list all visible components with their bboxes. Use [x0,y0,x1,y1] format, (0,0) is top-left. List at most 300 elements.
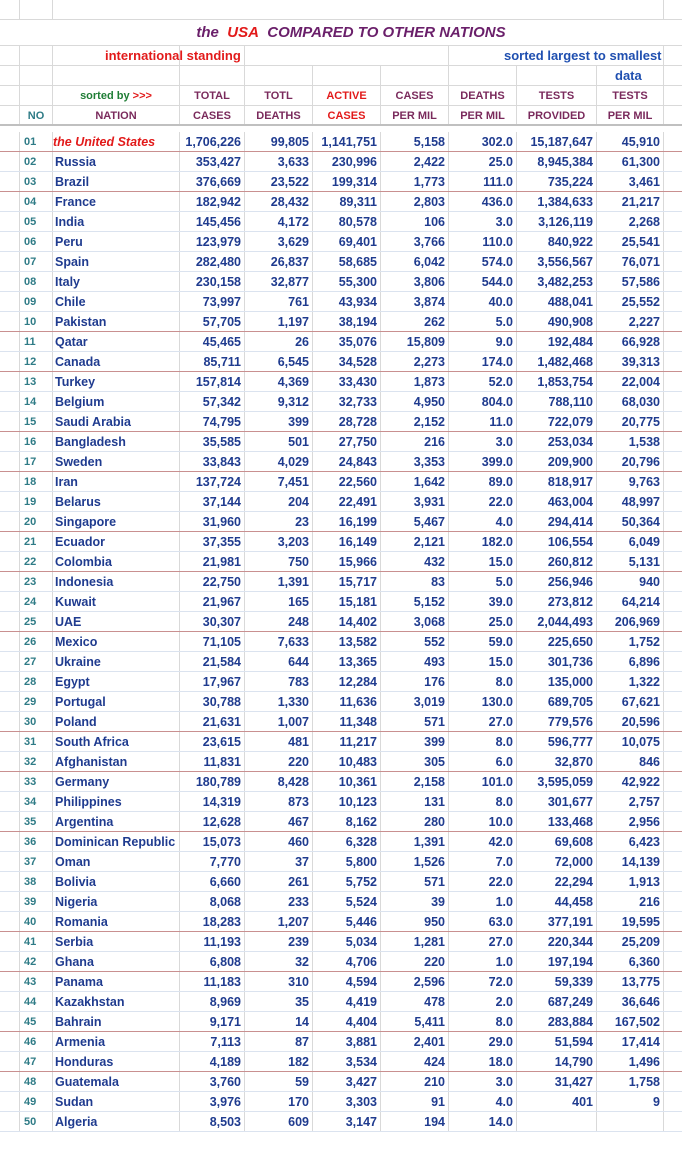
tests-provided: 72,000 [517,852,597,871]
cases-per-mil: 3,766 [381,232,449,251]
cases-per-mil: 1,391 [381,832,449,851]
active-cases: 58,685 [313,252,381,271]
table-row [0,312,682,332]
tests-per-mil: 20,775 [597,412,664,431]
active-cases: 4,594 [313,972,381,991]
total-deaths: 9,312 [245,392,313,411]
tests-provided: 8,945,384 [517,152,597,171]
cases-per-mil: 552 [381,632,449,651]
row-number: 33 [20,772,53,791]
cases-per-mil: 3,019 [381,692,449,711]
row-number: 37 [20,852,53,871]
cases-per-mil: 2,158 [381,772,449,791]
cases-per-mil: 4,950 [381,392,449,411]
deaths-per-mil: 8.0 [449,792,517,811]
table-row [0,232,682,252]
nation-name: Romania [53,912,180,931]
table-row [0,1112,682,1132]
nation-name: Iran [53,472,180,491]
row-number: 13 [20,372,53,391]
total-cases: 15,073 [180,832,245,851]
tests-per-mil: 14,139 [597,852,664,871]
cases-per-mil: 2,401 [381,1032,449,1051]
table-row [0,332,682,352]
tests-per-mil: 3,461 [597,172,664,191]
cases-per-mil: 571 [381,712,449,731]
active-cases: 89,311 [313,192,381,211]
tests-provided: 1,482,468 [517,352,597,371]
tests-per-mil: 45,910 [597,132,664,151]
row-number: 10 [20,312,53,331]
table-row [0,412,682,432]
tests-provided: 135,000 [517,672,597,691]
row-number: 02 [20,152,53,171]
page-title [20,22,682,44]
header-deaths-per-mil-1: DEATHS [449,86,517,105]
sorted-by-arrow: >>> [132,90,152,102]
deaths-per-mil: 89.0 [449,472,517,491]
row-number: 34 [20,792,53,811]
total-cases: 35,585 [180,432,245,451]
deaths-per-mil: 18.0 [449,1052,517,1071]
deaths-per-mil: 101.0 [449,772,517,791]
tests-per-mil: 68,030 [597,392,664,411]
deaths-per-mil: 40.0 [449,292,517,311]
tests-per-mil: 5,131 [597,552,664,571]
total-deaths: 204 [245,492,313,511]
row-number: 42 [20,952,53,971]
nation-name: Canada [53,352,180,371]
table-row [0,292,682,312]
total-cases: 57,705 [180,312,245,331]
cases-per-mil: 1,281 [381,932,449,951]
nation-name: Honduras [53,1052,180,1071]
tests-provided: 225,650 [517,632,597,651]
total-cases: 7,770 [180,852,245,871]
nation-name: Portugal [53,692,180,711]
active-cases: 16,199 [313,512,381,531]
header-tests-provided-2: PROVIDED [517,106,597,124]
active-cases: 15,717 [313,572,381,591]
tests-provided: 51,594 [517,1032,597,1051]
table-row [0,432,682,452]
deaths-per-mil: 10.0 [449,812,517,831]
tests-provided: 133,468 [517,812,597,831]
nation-name: Germany [53,772,180,791]
cases-per-mil: 3,806 [381,272,449,291]
table-row [0,192,682,212]
table-row [0,1072,682,1092]
nation-name: Armenia [53,1032,180,1051]
active-cases: 4,419 [313,992,381,1011]
active-cases: 4,404 [313,1012,381,1031]
tests-per-mil: 13,775 [597,972,664,991]
deaths-per-mil: 436.0 [449,192,517,211]
total-deaths: 182 [245,1052,313,1071]
row-number: 03 [20,172,53,191]
total-deaths: 32,877 [245,272,313,291]
header-row-1 [0,86,682,106]
cases-per-mil: 305 [381,752,449,771]
row-number: 40 [20,912,53,931]
row-number: 08 [20,272,53,291]
active-cases: 10,361 [313,772,381,791]
tests-per-mil: 6,360 [597,952,664,971]
tests-per-mil: 2,956 [597,812,664,831]
tests-provided [517,1112,597,1131]
row-number: 49 [20,1092,53,1111]
cases-per-mil: 1,642 [381,472,449,491]
table-row [0,572,682,592]
table-row [0,612,682,632]
table-row [0,852,682,872]
total-cases: 3,976 [180,1092,245,1111]
nation-name: Serbia [53,932,180,951]
nation-name: Singapore [53,512,180,531]
active-cases: 11,217 [313,732,381,751]
cases-per-mil: 2,803 [381,192,449,211]
nation-name: France [53,192,180,211]
total-cases: 157,814 [180,372,245,391]
cases-per-mil: 1,773 [381,172,449,191]
tests-provided: 256,946 [517,572,597,591]
total-deaths: 7,451 [245,472,313,491]
nation-name: Chile [53,292,180,311]
cases-per-mil: 2,273 [381,352,449,371]
tests-per-mil: 21,217 [597,192,664,211]
deaths-per-mil: 22.0 [449,492,517,511]
nation-name: Philippines [53,792,180,811]
total-cases: 30,788 [180,692,245,711]
cases-per-mil: 1,873 [381,372,449,391]
active-cases: 12,284 [313,672,381,691]
tests-per-mil: 206,969 [597,612,664,631]
table-row [0,912,682,932]
total-cases: 18,283 [180,912,245,931]
deaths-per-mil: 1.0 [449,892,517,911]
row-number: 16 [20,432,53,451]
tests-per-mil: 25,552 [597,292,664,311]
tests-provided: 401 [517,1092,597,1111]
header-tests-provided-1: TESTS [517,86,597,105]
total-cases: 1,706,226 [180,132,245,151]
row-number: 23 [20,572,53,591]
active-cases: 14,402 [313,612,381,631]
deaths-per-mil: 11.0 [449,412,517,431]
tests-provided: 301,677 [517,792,597,811]
total-deaths: 35 [245,992,313,1011]
total-deaths: 460 [245,832,313,851]
tests-provided: 294,414 [517,512,597,531]
total-cases: 180,789 [180,772,245,791]
table-row [0,512,682,532]
nation-name: Kuwait [53,592,180,611]
table-row [0,372,682,392]
tests-per-mil: 1,758 [597,1072,664,1091]
total-deaths: 37 [245,852,313,871]
total-cases: 85,711 [180,352,245,371]
nation-name: Argentina [53,812,180,831]
tests-provided: 301,736 [517,652,597,671]
deaths-per-mil: 5.0 [449,572,517,591]
total-deaths: 3,203 [245,532,313,551]
table-row [0,732,682,752]
tests-per-mil: 42,922 [597,772,664,791]
tests-provided: 106,554 [517,532,597,551]
cases-per-mil: 3,874 [381,292,449,311]
deaths-per-mil: 544.0 [449,272,517,291]
tests-per-mil: 20,796 [597,452,664,471]
tests-per-mil: 1,913 [597,872,664,891]
total-cases: 230,158 [180,272,245,291]
table-row [0,352,682,372]
nation-name: Italy [53,272,180,291]
total-deaths: 32 [245,952,313,971]
total-cases: 376,669 [180,172,245,191]
table-row [0,952,682,972]
total-deaths: 8,428 [245,772,313,791]
total-deaths: 165 [245,592,313,611]
header-row-2 [0,106,682,126]
nation-name: Russia [53,152,180,171]
row-number: 05 [20,212,53,231]
table-row [0,892,682,912]
table-row [0,552,682,572]
deaths-per-mil: 574.0 [449,252,517,271]
table-row [0,652,682,672]
cases-per-mil: 39 [381,892,449,911]
cases-per-mil: 1,526 [381,852,449,871]
tests-per-mil: 1,322 [597,672,664,691]
row-number: 17 [20,452,53,471]
title-pre: the [196,24,219,41]
row-number: 30 [20,712,53,731]
cases-per-mil: 106 [381,212,449,231]
deaths-per-mil: 3.0 [449,212,517,231]
total-deaths: 310 [245,972,313,991]
total-deaths: 239 [245,932,313,951]
deaths-per-mil: 63.0 [449,912,517,931]
active-cases: 3,303 [313,1092,381,1111]
active-cases: 5,752 [313,872,381,891]
nation-name: Ghana [53,952,180,971]
table-row [0,1012,682,1032]
tests-provided: 1,853,754 [517,372,597,391]
tests-provided: 14,790 [517,1052,597,1071]
table-row [0,832,682,852]
active-cases: 16,149 [313,532,381,551]
tests-per-mil: 61,300 [597,152,664,171]
header-tests-per-mil-2: PER MIL [597,106,664,124]
table-row [0,772,682,792]
nation-name: Oman [53,852,180,871]
deaths-per-mil: 3.0 [449,1072,517,1091]
table-row [0,492,682,512]
total-deaths: 501 [245,432,313,451]
tests-provided: 273,812 [517,592,597,611]
row-number: 44 [20,992,53,1011]
nation-name: Nigeria [53,892,180,911]
tests-provided: 260,812 [517,552,597,571]
tests-per-mil: 25,209 [597,932,664,951]
deaths-per-mil: 42.0 [449,832,517,851]
total-cases: 282,480 [180,252,245,271]
total-deaths: 481 [245,732,313,751]
total-deaths: 14 [245,1012,313,1031]
nation-name: Bangladesh [53,432,180,451]
deaths-per-mil: 4.0 [449,1092,517,1111]
table-row [0,392,682,412]
sorted-by-label [53,86,180,105]
total-deaths: 26,837 [245,252,313,271]
cases-per-mil: 2,422 [381,152,449,171]
deaths-per-mil: 6.0 [449,752,517,771]
row-number: 22 [20,552,53,571]
tests-provided: 44,458 [517,892,597,911]
total-deaths: 609 [245,1112,313,1131]
cases-per-mil: 131 [381,792,449,811]
tests-provided: 788,110 [517,392,597,411]
total-cases: 3,760 [180,1072,245,1091]
nation-name: Turkey [53,372,180,391]
tests-provided: 596,777 [517,732,597,751]
total-deaths: 248 [245,612,313,631]
nation-name: Algeria [53,1112,180,1131]
total-cases: 353,427 [180,152,245,171]
table-row [0,152,682,172]
active-cases: 5,524 [313,892,381,911]
row-number: 01 [20,132,53,151]
total-cases: 11,193 [180,932,245,951]
subtitle-sorted: sorted largest to smallest [504,48,662,63]
nation-name: Kazakhstan [53,992,180,1011]
row-number: 24 [20,592,53,611]
subtitle-data: data [615,68,642,83]
table-row [0,932,682,952]
header-cases-per-mil-1: CASES [381,86,449,105]
tests-per-mil: 39,313 [597,352,664,371]
total-deaths: 783 [245,672,313,691]
row-number: 11 [20,332,53,351]
table-row [0,712,682,732]
active-cases: 15,966 [313,552,381,571]
deaths-per-mil: 9.0 [449,332,517,351]
total-deaths: 1,391 [245,572,313,591]
row-number: 25 [20,612,53,631]
tests-provided: 689,705 [517,692,597,711]
tests-provided: 840,922 [517,232,597,251]
deaths-per-mil: 22.0 [449,872,517,891]
cases-per-mil: 15,809 [381,332,449,351]
nation-name: Bolivia [53,872,180,891]
row-number: 06 [20,232,53,251]
total-deaths: 644 [245,652,313,671]
title-post: COMPARED TO OTHER NATIONS [267,24,506,41]
cases-per-mil: 478 [381,992,449,1011]
row-number: 04 [20,192,53,211]
cases-per-mil: 2,121 [381,532,449,551]
tests-per-mil: 6,049 [597,532,664,551]
deaths-per-mil: 59.0 [449,632,517,651]
row-number: 21 [20,532,53,551]
total-cases: 9,171 [180,1012,245,1031]
tests-provided: 69,608 [517,832,597,851]
title-usa: USA [227,24,259,41]
active-cases: 3,534 [313,1052,381,1071]
nation-name: Bahrain [53,1012,180,1031]
active-cases: 6,328 [313,832,381,851]
deaths-per-mil: 8.0 [449,672,517,691]
nation-name: Pakistan [53,312,180,331]
active-cases: 13,365 [313,652,381,671]
cases-per-mil: 5,158 [381,132,449,151]
header-active-cases-2: CASES [313,106,381,124]
total-deaths: 1,007 [245,712,313,731]
tests-provided: 687,249 [517,992,597,1011]
total-deaths: 170 [245,1092,313,1111]
total-cases: 21,584 [180,652,245,671]
row-number: 50 [20,1112,53,1131]
tests-per-mil: 216 [597,892,664,911]
tests-per-mil: 6,423 [597,832,664,851]
tests-per-mil: 1,496 [597,1052,664,1071]
table-row [0,992,682,1012]
tests-provided: 1,384,633 [517,192,597,211]
tests-per-mil: 1,538 [597,432,664,451]
row-number: 48 [20,1072,53,1091]
nation-name: Qatar [53,332,180,351]
active-cases: 5,446 [313,912,381,931]
cases-per-mil: 91 [381,1092,449,1111]
nation-name: South Africa [53,732,180,751]
tests-per-mil: 22,004 [597,372,664,391]
total-cases: 57,342 [180,392,245,411]
nation-name: Peru [53,232,180,251]
active-cases: 5,800 [313,852,381,871]
total-deaths: 1,330 [245,692,313,711]
total-cases: 21,631 [180,712,245,731]
row-number: 26 [20,632,53,651]
deaths-per-mil: 29.0 [449,1032,517,1051]
table-row [0,1092,682,1112]
tests-provided: 22,294 [517,872,597,891]
total-cases: 137,724 [180,472,245,491]
header-no: NO [20,106,53,124]
total-deaths: 873 [245,792,313,811]
deaths-per-mil: 8.0 [449,732,517,751]
total-cases: 21,981 [180,552,245,571]
active-cases: 55,300 [313,272,381,291]
table-row [0,172,682,192]
nation-name: Belgium [53,392,180,411]
nation-name: Sudan [53,1092,180,1111]
tests-per-mil: 19,595 [597,912,664,931]
tests-per-mil: 9 [597,1092,664,1111]
tests-provided: 490,908 [517,312,597,331]
tests-per-mil: 940 [597,572,664,591]
tests-provided: 3,595,059 [517,772,597,791]
tests-provided: 2,044,493 [517,612,597,631]
total-deaths: 3,633 [245,152,313,171]
cases-per-mil: 194 [381,1112,449,1131]
total-cases: 31,960 [180,512,245,531]
table-row [0,592,682,612]
deaths-per-mil: 110.0 [449,232,517,251]
nation-name: Panama [53,972,180,991]
cases-per-mil: 280 [381,812,449,831]
total-deaths: 761 [245,292,313,311]
row-number: 19 [20,492,53,511]
